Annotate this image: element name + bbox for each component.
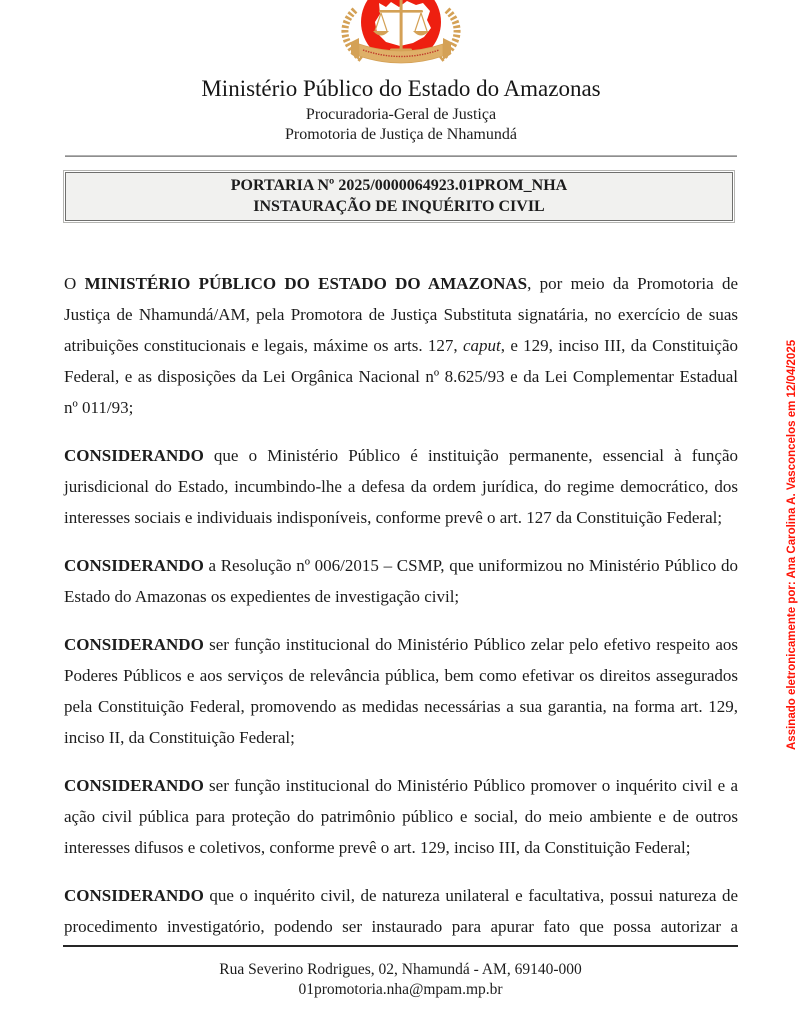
- paragraph: [64, 550, 738, 612]
- paragraph-text: a Resolução nº 006/2015 – CSMP, que uniformizou no Ministério Público do Estado do Amazonas os expedientes de investigação civil;: [64, 556, 738, 606]
- document-footer: [63, 945, 738, 1000]
- paragraph: [64, 440, 738, 533]
- paragraph-italic: caput: [462, 336, 501, 355]
- paragraph-emphasis: CONSIDERANDO: [64, 446, 204, 465]
- paragraph-text: ser função institucional do Ministério Público promover o inquérito civil e a ação civil pública para proteção do patrimônio público e social, do meio ambiente e de outros interesses difusos e coletivos, conforme prevê o art. 129, inciso III, da Constituição Federal;: [64, 776, 738, 857]
- paragraph-text: , por meio da Promotoria de Justiça de Nhamundá/AM, pela Promotora de Justiça Substituta signatária, no exercício de suas atribuições constitucionais e legais, máxime os arts. 127,: [64, 274, 738, 355]
- letterhead: [64, 0, 738, 145]
- paragraph-emphasis: CONSIDERANDO: [64, 776, 204, 795]
- header-divider: [65, 155, 737, 157]
- portaria-number: PORTARIA Nº 2025/0000064923.01PROM_NHA: [230, 177, 568, 194]
- paragraph: [64, 629, 738, 753]
- paragraph-text: O: [64, 274, 85, 293]
- org-name: Ministério Público do Estado do Amazonas: [201, 76, 601, 101]
- document-title-box: [63, 170, 735, 223]
- electronic-signature-stamp: Assinado eletronicamente por: Ana Carolina A. Vasconcelos em 12/04/2025: [786, 339, 798, 750]
- paragraph-emphasis: MINISTÉRIO PÚBLICO DO ESTADO DO AMAZONAS: [84, 274, 528, 293]
- org-unit: Promotoria de Justiça de Nhamundá: [285, 126, 517, 143]
- footer-address: Rua Severino Rodrigues, 02, Nhamundá - AM, 69140-000: [219, 961, 582, 978]
- paragraph-text: que o Ministério Público é instituição permanente, essencial à função jurisdicional do Estado, incumbindo-lhe a defesa da ordem jurídica, do regime democrático, dos interesses sociais e individuais indisponíveis, conforme prevê o art. 127 da Constituição Federal;: [64, 446, 738, 527]
- document-type-title: INSTAURAÇÃO DE INQUÉRITO CIVIL: [253, 198, 545, 215]
- paragraph-text: , e 129, inciso III, da Constituição Federal, e as disposições da Lei Orgânica Nacional nº 8.625/93 e da Lei Complementar Estadual nº 011/93;: [64, 336, 739, 417]
- document-body: [64, 268, 738, 959]
- paragraph: [64, 770, 738, 863]
- mpam-crest-icon: [333, 0, 469, 66]
- org-department: Procuradoria-Geral de Justiça: [305, 106, 497, 123]
- paragraph-emphasis: CONSIDERANDO: [64, 886, 204, 905]
- paragraph: [64, 880, 738, 942]
- paragraph-text: que o inquérito civil, de natureza unilateral e facultativa, possui natureza de procedimento investigatório, podendo ser instaurado para apurar fato que possa autorizar a: [64, 886, 738, 936]
- paragraph: [64, 268, 738, 423]
- footer-email: 01promotoria.nha@mpam.mp.br: [298, 981, 503, 998]
- footer-divider: [63, 945, 738, 947]
- paragraph-text: ser função institucional do Ministério Público zelar pelo efetivo respeito aos Poderes Públicos e aos serviços de relevância pública, bem como efetivar os direitos assegurados pela Constituição Federal, promovendo as medidas necessárias a sua garantia, na forma art. 129, inciso II, da Constituição Federal;: [64, 635, 738, 747]
- paragraph-emphasis: CONSIDERANDO: [64, 635, 204, 654]
- paragraph-emphasis: CONSIDERANDO: [64, 556, 204, 575]
